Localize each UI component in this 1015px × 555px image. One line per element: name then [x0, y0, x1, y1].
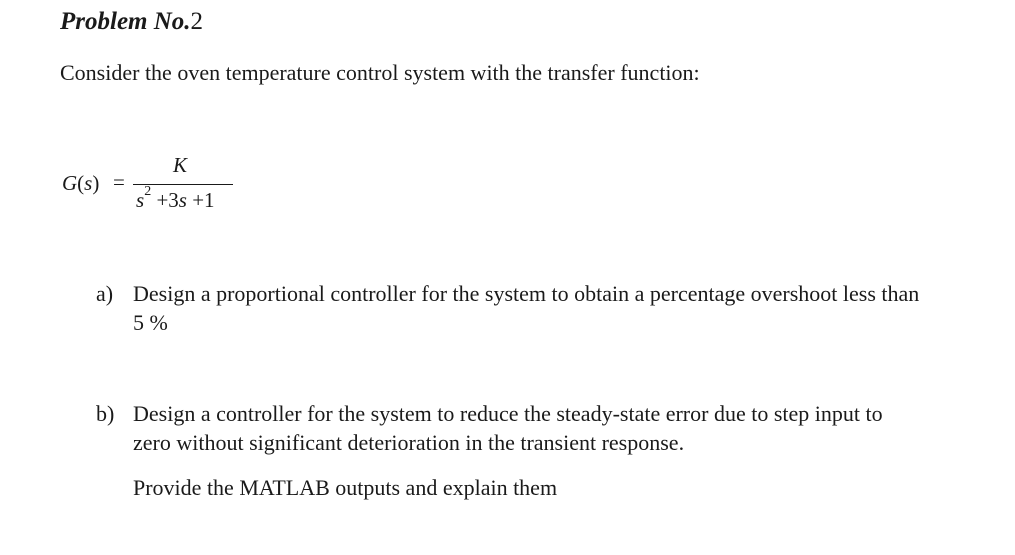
equation-lhs [62, 171, 99, 196]
part-b-label: b) [96, 401, 115, 426]
part-b-text [133, 399, 1003, 457]
part-a-line2: 5 % [133, 310, 168, 335]
part-a-line1: Design a proportional controller for the system to obtain a percentage overshoot less than [133, 281, 920, 306]
part-a-label: a) [96, 281, 114, 306]
den-term-a: +3 [151, 188, 179, 212]
part-b-line2: zero without significant deterioration in the transient response. [133, 430, 685, 455]
equals-sign: = [113, 170, 125, 194]
problem-title-text: Problem No. [60, 8, 191, 35]
numerator: K [173, 153, 188, 177]
lhs-function: G [62, 171, 78, 195]
transfer-function-equation [60, 150, 260, 220]
lhs-variable: s [84, 171, 93, 195]
part-a-text [133, 279, 1003, 337]
problem-title [60, 8, 203, 36]
denominator [136, 184, 215, 213]
lhs-close-paren: ) [92, 171, 100, 195]
part-b-line1: Design a controller for the system to reduce the steady-state error due to step input to [133, 401, 883, 426]
lhs-open-paren: ( [77, 171, 85, 195]
den-var: s [136, 188, 145, 212]
closing-instruction: Provide the MATLAB outputs and explain them [133, 475, 558, 500]
den-var2: s [178, 188, 187, 212]
den-term-b: +1 [186, 188, 215, 212]
den-exponent: 2 [144, 184, 152, 199]
intro-text: Consider the oven temperature control system with the transfer function: [60, 60, 700, 85]
problem-number: 2 [190, 8, 204, 35]
